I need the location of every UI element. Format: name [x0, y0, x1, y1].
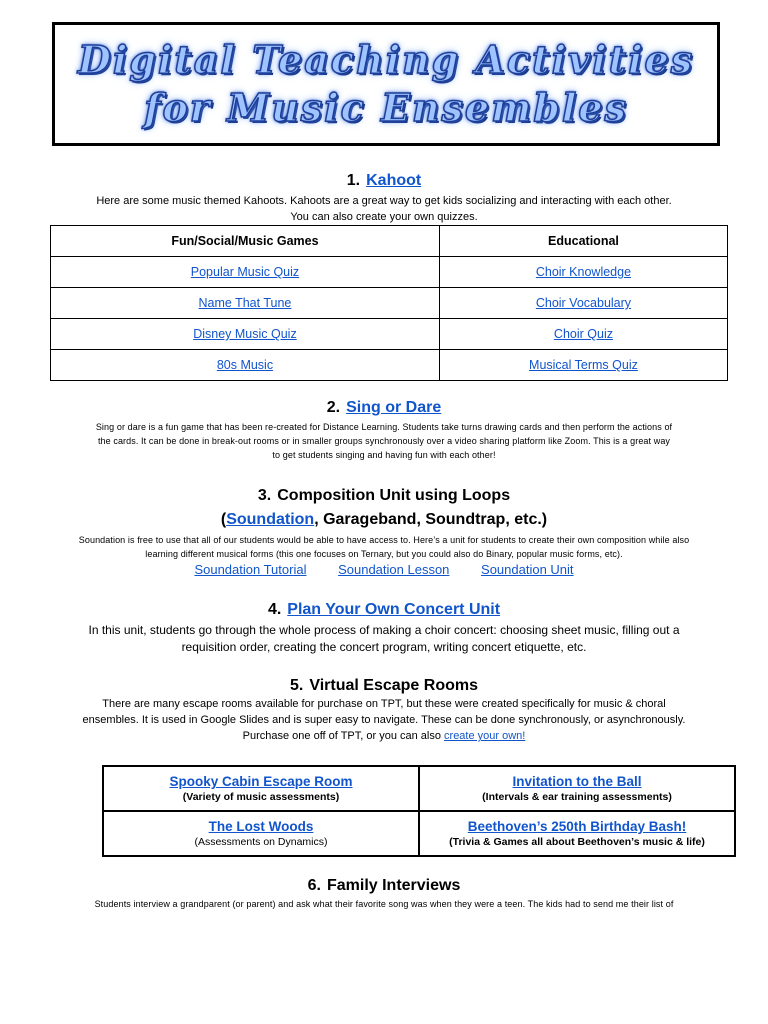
table-row	[51, 288, 728, 319]
escape-desc-line-2: ensembles. It is used in Google Slides and is super easy to navigate. These can be done synchronously, or asynchronously.	[82, 714, 686, 726]
soundation-tutorial-link[interactable]: Soundation Tutorial	[194, 562, 307, 577]
section-number: 3.	[257, 487, 272, 504]
lost-woods-link[interactable]: The Lost Woods	[208, 819, 314, 834]
escape-room-subtitle: (Variety of music assessments)	[182, 791, 340, 803]
escape-room-cell	[103, 766, 419, 811]
escape-title: Virtual Escape Rooms	[309, 677, 478, 694]
section-composition-heading	[0, 487, 768, 505]
composition-subheading	[0, 511, 768, 529]
kahoot-link-name-that-tune[interactable]: Name That Tune	[198, 296, 292, 310]
section-escape-heading	[0, 677, 768, 695]
escape-desc-line-3	[40, 728, 728, 744]
composition-description	[50, 533, 718, 561]
family-description	[50, 897, 718, 911]
table-cell	[439, 319, 727, 350]
kahoot-description	[40, 193, 728, 225]
escape-room-cell	[419, 811, 735, 856]
concert-unit-link[interactable]: Plan Your Own Concert Unit	[287, 601, 501, 618]
section-sing-heading	[0, 399, 768, 417]
sing-description	[50, 420, 718, 462]
soundation-unit-link[interactable]: Soundation Unit	[481, 562, 574, 577]
table-cell	[439, 350, 727, 381]
table-row	[103, 766, 735, 811]
concert-description	[40, 622, 728, 656]
invitation-ball-link[interactable]: Invitation to the Ball	[512, 774, 642, 789]
family-title: Family Interviews	[326, 877, 461, 894]
soundation-link[interactable]: Soundation	[226, 511, 315, 528]
escape-room-subtitle: (Intervals & ear training assessments)	[482, 791, 672, 803]
create-your-own-link[interactable]: create your own!	[444, 730, 526, 742]
sing-desc-line-2: the cards. It can be done in break-out rooms or in smaller groups synchronously over a video sharing platform like Zoom. This is a great way	[97, 436, 671, 446]
table-row	[51, 319, 728, 350]
kahoot-link-80s-music[interactable]: 80s Music	[216, 358, 274, 372]
banner-title-line-2: for Music Ensembles	[144, 85, 628, 130]
sing-desc-line-1: Sing or dare is a fun game that has been re-created for Distance Learning. Students take turns drawing cards and then perform the actions of	[95, 422, 673, 432]
sing-or-dare-link[interactable]: Sing or Dare	[346, 399, 442, 416]
escape-room-subtitle: (Assessments on Dynamics)	[194, 836, 328, 848]
table-cell	[51, 257, 440, 288]
kahoot-link-choir-quiz[interactable]: Choir Quiz	[553, 327, 613, 341]
kahoot-link-choir-vocabulary[interactable]: Choir Vocabulary	[535, 296, 632, 310]
soundation-links	[0, 562, 768, 577]
section-number: 1.	[346, 172, 361, 189]
section-number: 4.	[267, 601, 282, 618]
kahoot-link[interactable]: Kahoot	[366, 172, 422, 189]
table-row	[51, 350, 728, 381]
section-concert-heading	[0, 601, 768, 619]
table-cell	[51, 319, 440, 350]
concert-desc-line-1: In this unit, students go through the whole process of making a choir concert: choosing sheet music, filling out a	[88, 623, 680, 637]
family-desc-line-1: Students interview a grandparent (or parent) and ask what their favorite song was when they were a teen. The kids had to send me their list of	[94, 899, 674, 909]
composition-tools: , Garageband, Soundtrap, etc.)	[314, 511, 548, 528]
section-number: 6.	[307, 877, 321, 894]
kahoot-link-popular-music-quiz[interactable]: Popular Music Quiz	[190, 265, 300, 279]
composition-title: Composition Unit using Loops	[277, 487, 511, 504]
kahoot-table	[50, 225, 728, 381]
table-row	[103, 811, 735, 856]
escape-room-cell	[419, 766, 735, 811]
concert-desc-line-2: requisition order, creating the concert program, writing concert etiquette, etc.	[181, 640, 587, 654]
kahoot-desc-line-1: Here are some music themed Kahoots. Kahoots are a great way to get kids socializing and interacting with each other.	[96, 195, 672, 207]
soundation-lesson-link[interactable]: Soundation Lesson	[338, 562, 450, 577]
table-cell	[51, 288, 440, 319]
kahoot-link-disney-music-quiz[interactable]: Disney Music Quiz	[193, 327, 297, 341]
table-cell	[51, 350, 440, 381]
escape-description	[40, 696, 728, 744]
escape-desc-text: Purchase one off of TPT, or you can also	[242, 730, 441, 742]
escape-desc-line-1: There are many escape rooms available for purchase on TPT, but these were created specifically for music & choral	[102, 698, 666, 710]
column-header-fun: Fun/Social/Music Games	[51, 226, 440, 257]
title-banner	[52, 22, 720, 146]
section-kahoot-heading	[0, 172, 768, 190]
escape-room-subtitle: (Trivia & Games all about Beethoven’s music & life)	[449, 836, 705, 848]
section-number: 2.	[326, 399, 341, 416]
banner-title-line-1: Digital Teaching Activities	[77, 37, 695, 82]
kahoot-link-choir-knowledge[interactable]: Choir Knowledge	[535, 265, 632, 279]
escape-rooms-table	[102, 765, 736, 857]
table-cell	[439, 288, 727, 319]
sing-desc-line-3: to get students singing and having fun with each other!	[272, 450, 496, 460]
section-family-heading	[0, 877, 768, 895]
composition-desc-line-2: learning different musical forms (this one focuses on Ternary, but you could also do Binary, popular music forms, etc).	[145, 549, 623, 559]
composition-desc-line-1: Soundation is free to use that all of our students would be able to have access to. Here’s a unit for students to create their own composition while also	[78, 535, 690, 545]
table-row	[51, 257, 728, 288]
escape-room-cell	[103, 811, 419, 856]
beethoven-bash-link[interactable]: Beethoven’s 250th Birthday Bash!	[467, 819, 687, 834]
table-cell	[439, 257, 727, 288]
kahoot-desc-line-2: You can also create your own quizzes.	[290, 211, 478, 223]
table-header-row	[51, 226, 728, 257]
open-paren: (	[220, 511, 227, 528]
spooky-cabin-link[interactable]: Spooky Cabin Escape Room	[169, 774, 353, 789]
kahoot-link-musical-terms-quiz[interactable]: Musical Terms Quiz	[529, 358, 638, 372]
section-number: 5.	[290, 677, 304, 694]
column-header-educational: Educational	[439, 226, 727, 257]
